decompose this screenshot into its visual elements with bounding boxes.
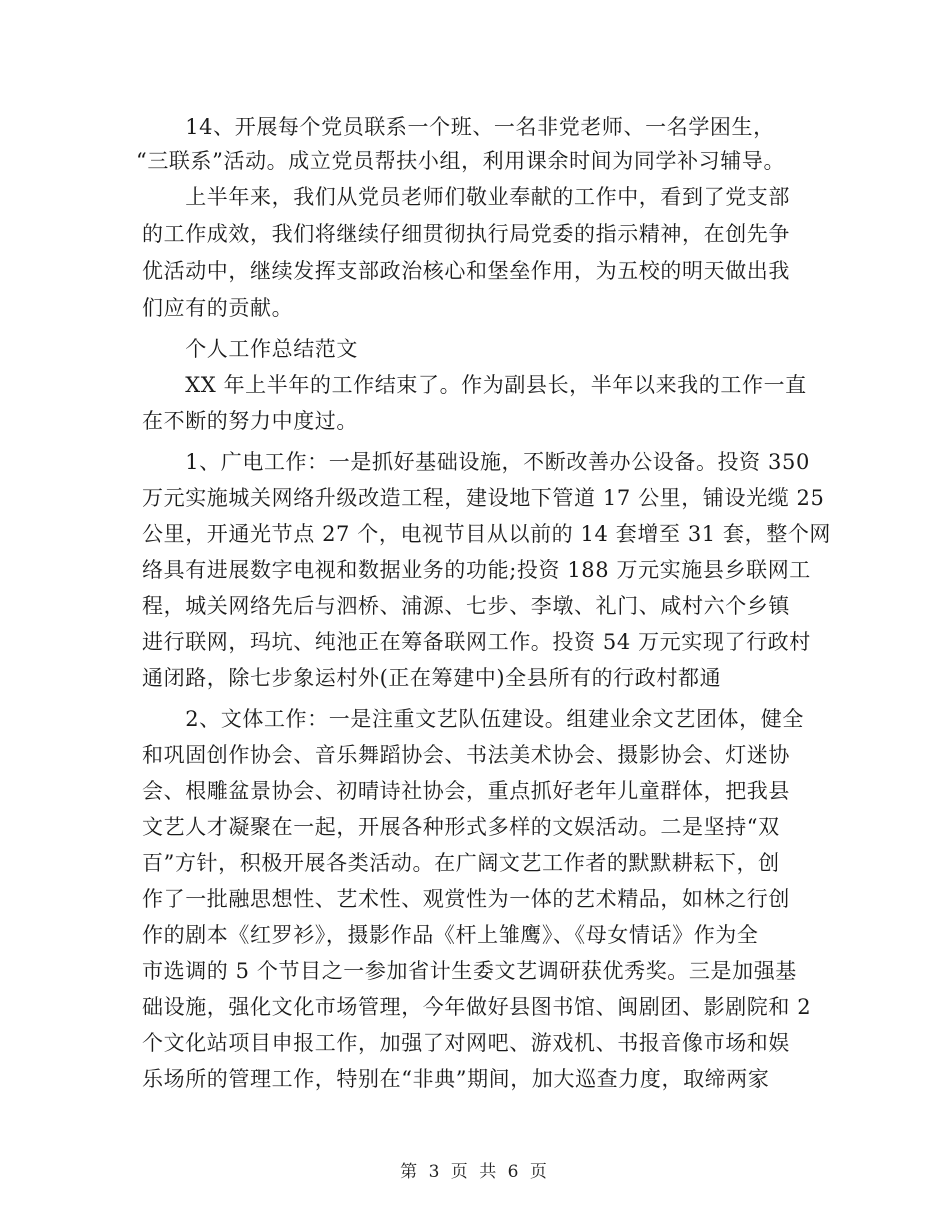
body-text-line: 个文化站项目申报工作，加强了对网吧、游戏机、书报音像市场和娱 (142, 1031, 790, 1055)
body-text-line: 上半年来，我们从党员老师们敬业奉献的工作中，看到了党支部 (142, 185, 790, 209)
body-text-line: 文艺人才凝聚在一起，开展各种形式多样的文娱活动。二是坚持“双 (142, 815, 780, 839)
body-text-line: 础设施，强化文化市场管理，今年做好县图书馆、闽剧团、影剧院和 2 (142, 995, 812, 1019)
body-text-line: 络具有进展数字电视和数据业务的功能;投资 188 万元实施县乡联网工 (142, 558, 811, 582)
body-text-line: 公里，开通光节点 27 个，电视节目从以前的 14 套增至 31 套，整个网 (142, 522, 832, 546)
body-text-line: 通闭路，除七步象运村外(正在筹建中)全县所有的行政村都通 (142, 666, 722, 690)
section-heading: 个人工作总结范文 (142, 337, 358, 361)
body-text-line: XX 年上半年的工作结束了。作为副县长，半年以来我的工作一直 (142, 373, 807, 397)
body-text-line: 作了一批融思想性、艺术性、观赏性为一体的艺术精品，如林之行创 (142, 887, 790, 911)
body-text-line: 14、开展每个党员联系一个班、一名非党老师、一名学困生， (142, 115, 775, 139)
body-text-line: 1、广电工作：一是抓好基础设施，不断改善办公设备。投资 350 (142, 450, 810, 474)
body-text-line: 百”方针，积极开展各类活动。在广阔文艺工作者的默默耕耘下，创 (142, 851, 780, 875)
body-text-line: 们应有的贡献。 (142, 296, 294, 320)
body-text-line: 作的剧本《红罗衫》，摄影作品《杆上雏鹰》、《母女情话》作为全 (142, 923, 759, 947)
body-text-line: 会、根雕盆景协会、初晴诗社协会，重点抓好老年儿童群体，把我县 (142, 779, 790, 803)
body-text-line: 的工作成效，我们将继续仔细贯彻执行局党委的指示精神，在创先争 (142, 222, 790, 246)
page-footer: 第 3 页 共 6 页 (400, 1162, 550, 1182)
body-text-line: 2、文体工作：一是注重文艺队伍建设。组建业余文艺团体，健全 (142, 707, 804, 731)
body-text-line: 市选调的 5 个节目之一参加省计生委文艺调研获优秀奖。三是加强基 (142, 959, 797, 983)
body-text-line: “三联系”活动。成立党员帮扶小组，利用课余时间为同学补习辅导。 (136, 149, 786, 173)
body-text-line: 乐场所的管理工作，特别在“非典”期间，加大巡查力度，取缔两家 (142, 1067, 770, 1091)
body-text-line: 在不断的努力中度过。 (142, 409, 358, 433)
body-text-line: 程，城关网络先后与泗桥、浦源、七步、李墩、礼门、咸村六个乡镇 (142, 594, 790, 618)
body-text-line: 和巩固创作协会、音乐舞蹈协会、书法美术协会、摄影协会、灯迷协 (142, 743, 790, 767)
body-text-line: 万元实施城关网络升级改造工程，建设地下管道 17 公里，铺设光缆 25 (142, 486, 825, 510)
body-text-line: 优活动中，继续发挥支部政治核心和堡垒作用，为五校的明天做出我 (142, 259, 790, 283)
body-text-line: 进行联网，玛坑、纯池正在筹备联网工作。投资 54 万元实现了行政村 (142, 630, 811, 654)
